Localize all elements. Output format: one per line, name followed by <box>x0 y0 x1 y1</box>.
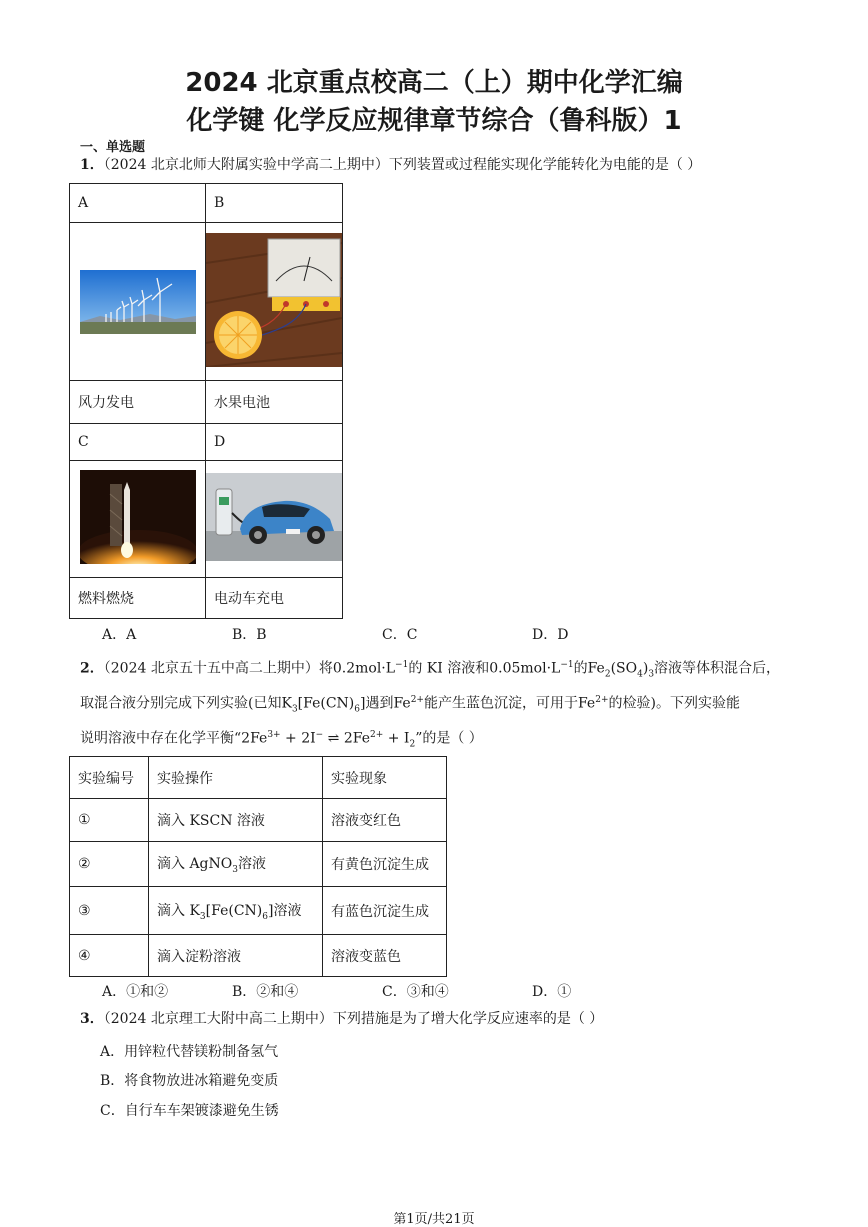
equation-part: + 2I <box>280 730 316 747</box>
question-3-stem: 下列措施是为了增大化学反应速率的是（ ） <box>332 1011 604 1027</box>
row-id: ② <box>70 842 149 887</box>
question-2-table <box>69 756 447 977</box>
option-b[interactable]: B．将食物放进冰箱避免变质 <box>100 1073 279 1089</box>
question-1-number: 1． <box>80 157 104 173</box>
cell-caption-d: 电动车充电 <box>206 578 343 619</box>
equation-part: 2Fe <box>241 730 268 747</box>
formula-fe2so43: Fe <box>587 660 605 677</box>
formula-part: (SO <box>610 660 638 677</box>
table-row <box>70 887 447 935</box>
question-2-line2 <box>80 692 740 717</box>
electric-car-charging-image <box>206 473 342 561</box>
option-d[interactable]: D．D <box>532 627 569 643</box>
cell-caption-c: 燃料燃烧 <box>70 578 206 619</box>
equilibrium-arrow: ⇌ <box>323 730 344 747</box>
superscript: 2+ <box>595 695 609 705</box>
cell-image-a <box>70 223 206 381</box>
subscript: 3 <box>232 864 238 875</box>
cell-image-b <box>206 223 343 381</box>
page-title-line1: 2024 北京重点校高二（上）期中化学汇编 <box>185 68 683 98</box>
subscript: 4 <box>637 669 643 680</box>
header-operation: 实验操作 <box>149 757 323 799</box>
rocket-launch-image <box>80 470 196 564</box>
cell-image-d <box>206 461 343 578</box>
cell-image-c <box>70 461 206 578</box>
subscript: 3 <box>199 911 206 922</box>
option-a[interactable]: A．A <box>102 627 137 643</box>
ion-fe2: Fe <box>577 695 596 712</box>
header-id: 实验编号 <box>70 757 149 799</box>
section-heading: 一、单选题 <box>80 140 146 155</box>
table-row <box>70 799 447 842</box>
row-id: ① <box>70 799 149 842</box>
wind-turbine-image <box>80 270 196 334</box>
concentration-1: 0.2mol·L <box>332 660 396 677</box>
text-fragment: 溶液等体积混合后， <box>654 660 781 677</box>
row-operation: 滴入淀粉溶液 <box>149 935 323 977</box>
text-fragment: 的检验)。下列实验能 <box>608 695 740 712</box>
row-operation <box>149 842 323 887</box>
option-c[interactable]: C．自行车车架镀漆避免生锈 <box>100 1103 279 1119</box>
question-1-stem: 下列装置或过程能实现化学能转化为电能的是（ ） <box>388 157 702 173</box>
text-fragment: 的 KI 溶液和 <box>408 660 490 677</box>
ion-fe2: Fe <box>393 695 411 712</box>
formula-part: ) <box>642 660 649 677</box>
cell-caption-a: 风力发电 <box>70 381 206 424</box>
option-c[interactable]: C．③和④ <box>382 984 449 1000</box>
question-1 <box>80 157 701 173</box>
row-result: 溶液变红色 <box>323 799 447 842</box>
option-d[interactable]: D．① <box>532 984 572 1000</box>
text-fragment: 能产生蓝色沉淀，可用于 <box>423 695 578 712</box>
text-fragment: 遇到 <box>365 695 394 712</box>
equation-part: + I <box>383 730 410 747</box>
text-fragment: 将 <box>318 660 333 677</box>
text-fragment: 说明溶液中存在化学平衡“ <box>80 730 242 747</box>
superscript: 2+ <box>410 695 424 705</box>
subscript: 6 <box>354 704 360 715</box>
row-result: 有蓝色沉淀生成 <box>323 887 447 935</box>
option-a[interactable]: A．①和② <box>102 984 169 1000</box>
question-2-number: 2． <box>80 660 104 677</box>
subscript: 6 <box>262 911 268 922</box>
subscript: 3 <box>648 669 655 680</box>
row-result: 溶液变蓝色 <box>323 935 447 977</box>
subscript: 2 <box>409 739 416 750</box>
row-id: ③ <box>70 887 149 935</box>
fruit-battery-image <box>206 233 342 367</box>
cell-label-d: D <box>206 424 343 461</box>
question-3 <box>80 1011 603 1027</box>
table-row <box>70 842 447 887</box>
question-1-source: （2024 北京北师大附属实验中学高二上期中） <box>103 157 389 173</box>
option-b[interactable]: B．B <box>232 627 267 643</box>
text-fragment: ”的是（ ） <box>415 730 483 747</box>
question-2-line3 <box>80 727 483 752</box>
formula-part: ] <box>360 695 366 712</box>
row-id: ④ <box>70 935 149 977</box>
equation-part: 2Fe <box>343 730 370 747</box>
formula-part: [Fe(CN) <box>297 695 355 712</box>
text-fragment: 滴入 AgNO <box>157 856 233 873</box>
option-a[interactable]: A．用锌粒代替镁粉制备氢气 <box>100 1044 279 1060</box>
subscript: 2 <box>604 669 611 680</box>
cell-caption-b: 水果电池 <box>206 381 343 424</box>
row-operation: 滴入 KSCN 溶液 <box>149 799 323 842</box>
question-3-source: （2024 北京理工大附中高二上期中） <box>103 1011 333 1027</box>
text-fragment: 的 <box>573 660 588 677</box>
option-c[interactable]: C．C <box>382 627 418 643</box>
row-operation <box>149 887 323 935</box>
cell-label-b: B <box>206 184 343 223</box>
page-number: 第1页/共21页 <box>393 1212 475 1227</box>
text-fragment: 滴入 K <box>157 902 200 919</box>
text-fragment: [Fe(CN) <box>205 902 263 919</box>
text-fragment: 溶液 <box>237 856 266 873</box>
question-2-source: （2024 北京五十五中高二上期中） <box>103 660 319 677</box>
text-fragment: 取混合液分别完成下列实验(已知 <box>80 695 282 712</box>
question-3-number: 3． <box>80 1011 104 1027</box>
cell-label-a: A <box>70 184 206 223</box>
cell-label-c: C <box>70 424 206 461</box>
subscript: 3 <box>291 704 298 715</box>
formula-k3fecn6: K <box>281 695 292 712</box>
superscript: 3+ <box>267 730 281 740</box>
exponent: −1 <box>560 660 574 670</box>
question-2-line1 <box>80 657 780 682</box>
superscript: 2+ <box>370 730 384 740</box>
superscript: − <box>315 730 324 740</box>
question-1-table <box>69 183 343 619</box>
header-result: 实验现象 <box>323 757 447 799</box>
table-row <box>70 935 447 977</box>
concentration-2: 0.05mol·L <box>489 660 561 677</box>
option-b[interactable]: B．②和④ <box>232 984 299 1000</box>
exponent: −1 <box>395 660 409 670</box>
text-fragment: ]溶液 <box>267 902 302 919</box>
row-result: 有黄色沉淀生成 <box>323 842 447 887</box>
page-title-line2: 化学键 化学反应规律章节综合（鲁科版）1 <box>186 106 682 136</box>
